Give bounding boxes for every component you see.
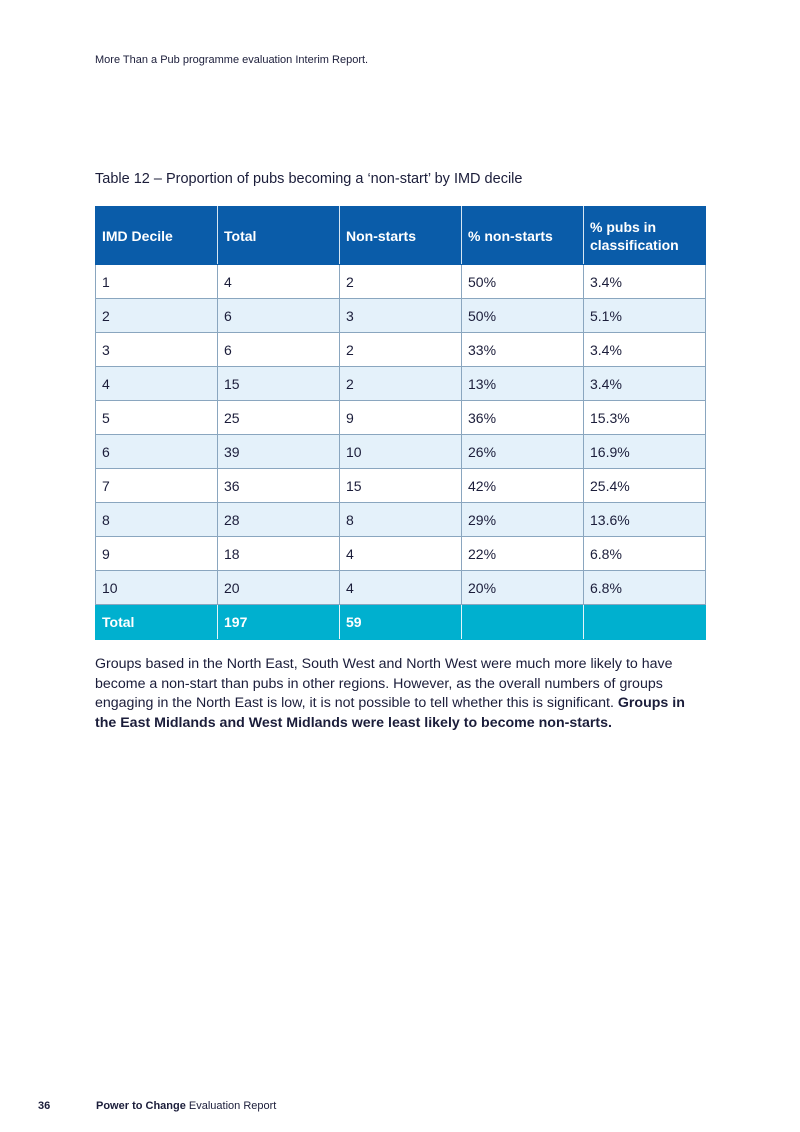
column-header-non-starts: Non-starts <box>340 207 462 265</box>
table-row <box>96 401 706 435</box>
cell-non-starts: 15 <box>340 469 462 503</box>
cell-imd-decile: 4 <box>96 367 218 401</box>
cell-total: 28 <box>218 503 340 537</box>
cell-imd-decile: 3 <box>96 333 218 367</box>
table-row <box>96 537 706 571</box>
cell-pct-pubs: 13.6% <box>584 503 706 537</box>
cell-pct-non-starts: 13% <box>462 367 584 401</box>
cell-pct-pubs: 6.8% <box>584 571 706 605</box>
running-header: More Than a Pub programme evaluation Interim Report. <box>95 54 369 66</box>
table-row <box>96 503 706 537</box>
body-paragraph <box>95 655 710 733</box>
cell-pct-non-starts: 50% <box>462 299 584 333</box>
cell-total: 36 <box>218 469 340 503</box>
total-non-starts: 59 <box>340 605 462 640</box>
column-header-pct-non-starts: % non-starts <box>462 207 584 265</box>
table-row <box>96 299 706 333</box>
cell-total: 18 <box>218 537 340 571</box>
cell-total: 6 <box>218 299 340 333</box>
cell-pct-pubs: 5.1% <box>584 299 706 333</box>
cell-non-starts: 10 <box>340 435 462 469</box>
cell-pct-pubs: 3.4% <box>584 265 706 299</box>
table-row <box>96 265 706 299</box>
cell-total: 4 <box>218 265 340 299</box>
cell-imd-decile: 1 <box>96 265 218 299</box>
footer-report-name: Evaluation Report <box>188 1100 277 1112</box>
cell-non-starts: 2 <box>340 367 462 401</box>
cell-total: 15 <box>218 367 340 401</box>
body-paragraph-regular: Groups based in the North East, South West and North West were much more likely to have become a non-start than pubs in other regions. However, as the overall numbers of groups engaging in the North East is low, it is not possible to tell whether this is significant. <box>95 656 673 711</box>
table-header-row <box>96 207 706 265</box>
total-count: 197 <box>218 605 340 640</box>
footer-report-title <box>96 1100 276 1112</box>
cell-pct-non-starts: 22% <box>462 537 584 571</box>
cell-pct-pubs: 3.4% <box>584 367 706 401</box>
cell-pct-non-starts: 26% <box>462 435 584 469</box>
cell-pct-non-starts: 20% <box>462 571 584 605</box>
cell-non-starts: 9 <box>340 401 462 435</box>
cell-pct-non-starts: 36% <box>462 401 584 435</box>
cell-imd-decile: 10 <box>96 571 218 605</box>
cell-pct-non-starts: 29% <box>462 503 584 537</box>
total-pct-pubs <box>584 605 706 640</box>
body-paragraph-bold: Groups in the East Midlands and West Midlands were least likely to become non-starts. <box>95 695 685 731</box>
page-number: 36 <box>38 1100 51 1112</box>
column-header-imd-decile: IMD Decile <box>96 207 218 265</box>
table-caption: Table 12 – Proportion of pubs becoming a ‘non-start’ by IMD decile <box>95 171 523 187</box>
cell-pct-pubs: 3.4% <box>584 333 706 367</box>
cell-imd-decile: 6 <box>96 435 218 469</box>
cell-pct-pubs: 15.3% <box>584 401 706 435</box>
total-pct-non-starts <box>462 605 584 640</box>
table-row <box>96 435 706 469</box>
table-total-row <box>96 605 706 640</box>
cell-pct-pubs: 16.9% <box>584 435 706 469</box>
table-row <box>96 469 706 503</box>
table-row <box>96 571 706 605</box>
cell-pct-non-starts: 50% <box>462 265 584 299</box>
cell-pct-pubs: 6.8% <box>584 537 706 571</box>
cell-non-starts: 8 <box>340 503 462 537</box>
table-row <box>96 367 706 401</box>
cell-imd-decile: 8 <box>96 503 218 537</box>
total-label: Total <box>96 605 218 640</box>
cell-pct-pubs: 25.4% <box>584 469 706 503</box>
table-row <box>96 333 706 367</box>
cell-imd-decile: 2 <box>96 299 218 333</box>
cell-non-starts: 4 <box>340 571 462 605</box>
cell-imd-decile: 5 <box>96 401 218 435</box>
cell-non-starts: 3 <box>340 299 462 333</box>
cell-pct-non-starts: 42% <box>462 469 584 503</box>
cell-imd-decile: 7 <box>96 469 218 503</box>
cell-non-starts: 2 <box>340 333 462 367</box>
cell-non-starts: 2 <box>340 265 462 299</box>
cell-non-starts: 4 <box>340 537 462 571</box>
cell-total: 6 <box>218 333 340 367</box>
cell-total: 20 <box>218 571 340 605</box>
cell-total: 25 <box>218 401 340 435</box>
column-header-pct-pubs-in-classification: % pubs in classification <box>584 207 706 265</box>
imd-decile-table <box>95 206 706 640</box>
cell-pct-non-starts: 33% <box>462 333 584 367</box>
cell-total: 39 <box>218 435 340 469</box>
column-header-total: Total <box>218 207 340 265</box>
cell-imd-decile: 9 <box>96 537 218 571</box>
footer-brand: Power to Change <box>96 1100 186 1112</box>
